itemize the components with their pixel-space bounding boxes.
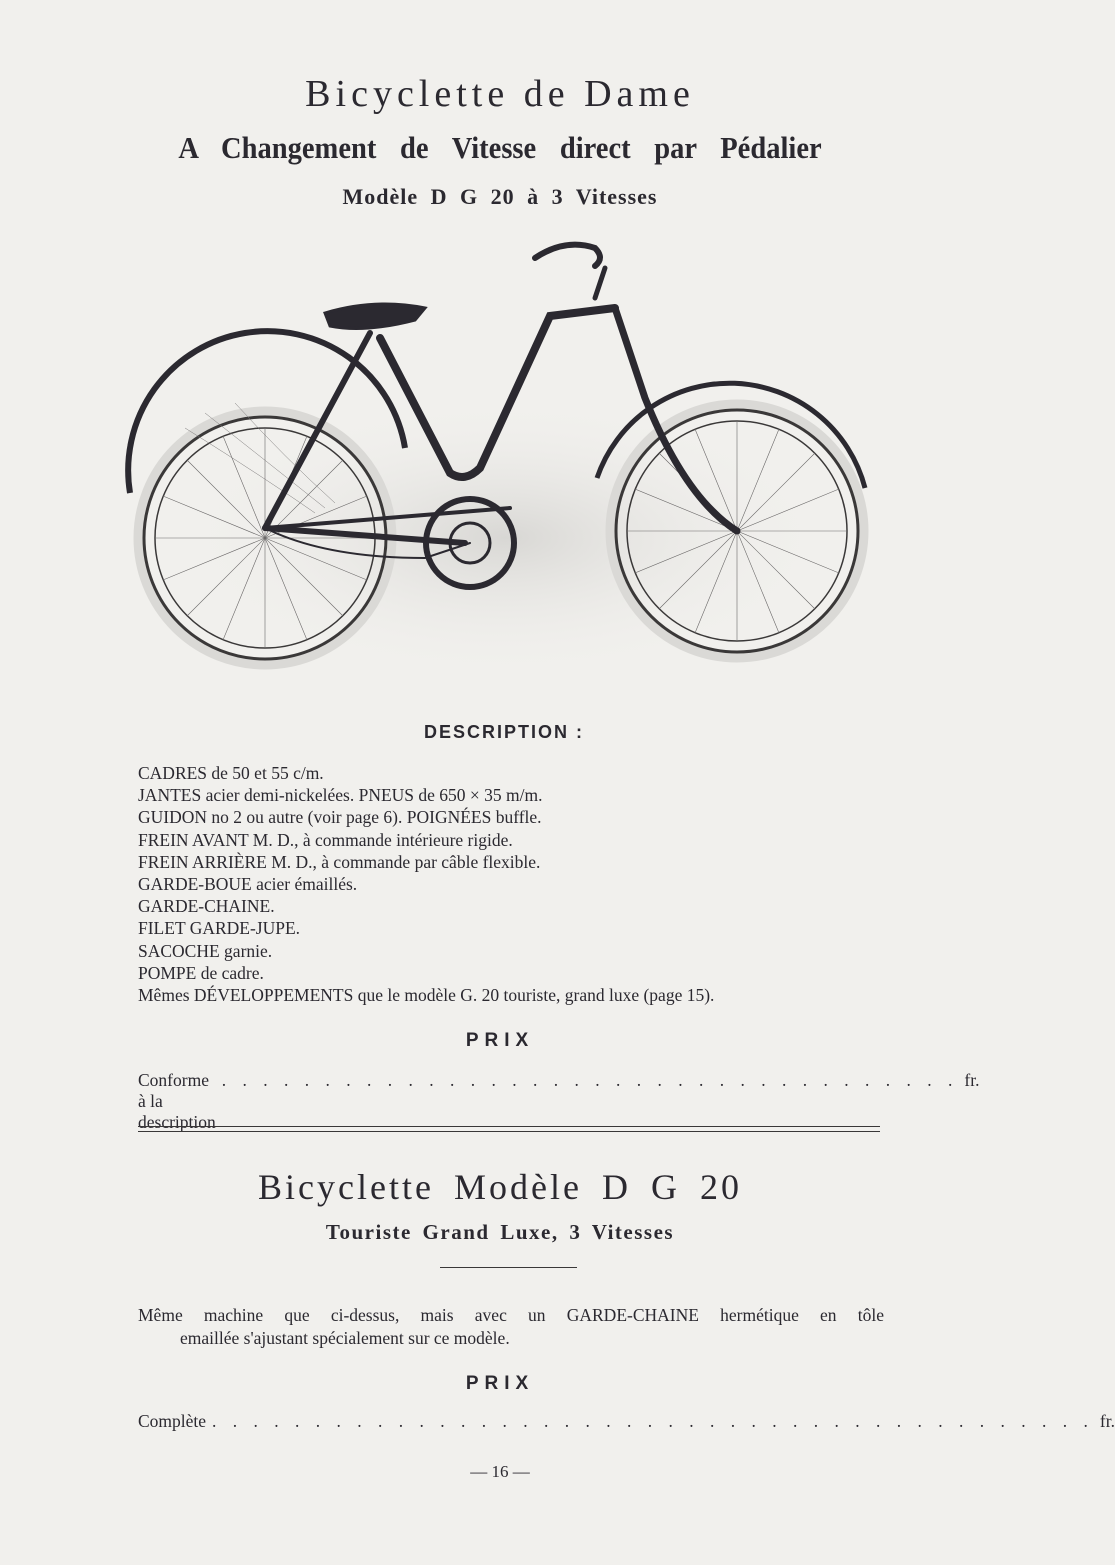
description-list	[138, 762, 898, 1006]
price-unit: fr.	[964, 1070, 980, 1090]
paragraph-line: emaillée s'ajustant spécialement sur ce modèle.	[180, 1328, 510, 1348]
page-subtitle: A Changement de Vitesse direct par Pédalier	[178, 130, 822, 165]
paragraph-line: Même machine que ci-dessus, mais avec un GARDE-CHAINE hermétique en tôle	[138, 1305, 884, 1325]
page-number: — 16 —	[470, 1462, 530, 1481]
list-item: GUIDON no 2 ou autre (voir page 6). POIGNÉES buffle.	[138, 807, 542, 828]
section-title: Bicyclette Modèle D G 20	[258, 1167, 742, 1207]
list-item: Mêmes DÉVELOPPEMENTS que le modèle G. 20 touriste, grand luxe (page 15).	[138, 985, 715, 1006]
list-item: GARDE-BOUE acier émaillés.	[138, 874, 358, 895]
list-item: JANTES acier demi-nickelées. PNEUS de 650 × 35 m/m.	[138, 785, 543, 806]
list-item: SACOCHE garnie.	[138, 940, 273, 961]
price-leader-dots: . . . . . . . . . . . . . . . . . . . . . . . . . . . . . . . . . . . .	[221, 1070, 959, 1090]
price-row	[138, 1411, 1115, 1432]
short-divider	[440, 1267, 577, 1268]
price-label: Complète	[138, 1411, 207, 1431]
bicycle-illustration	[125, 238, 875, 678]
section-divider	[138, 1126, 880, 1132]
list-item: POMPE de cadre.	[138, 962, 264, 983]
description-heading: DESCRIPTION :	[423, 722, 584, 742]
price-heading: PRIX	[465, 1030, 535, 1051]
model-line: Modèle D G 20 à 3 Vitesses	[342, 184, 658, 209]
price-label: Conforme à la description	[138, 1070, 216, 1132]
list-item: CADRES de 50 et 55 c/m.	[138, 763, 324, 783]
price-heading: PRIX	[465, 1373, 535, 1394]
section-subtitle: Touriste Grand Luxe, 3 Vitesses	[325, 1220, 675, 1244]
section-paragraph	[138, 1304, 884, 1350]
price-leader-dots: . . . . . . . . . . . . . . . . . . . . . . . . . . . . . . . . . . . . . . . . . . .	[212, 1411, 1094, 1431]
list-item: FILET GARDE-JUPE.	[138, 918, 301, 939]
list-item: GARDE-CHAINE.	[138, 896, 275, 917]
list-item: FREIN AVANT M. D., à commande intérieure rigide.	[138, 829, 513, 850]
list-item: FREIN ARRIÈRE M. D., à commande par câble flexible.	[138, 851, 541, 872]
page-title: Bicyclette de Dame	[305, 73, 695, 115]
price-unit: fr.	[1099, 1411, 1115, 1431]
price-row	[138, 1070, 980, 1133]
